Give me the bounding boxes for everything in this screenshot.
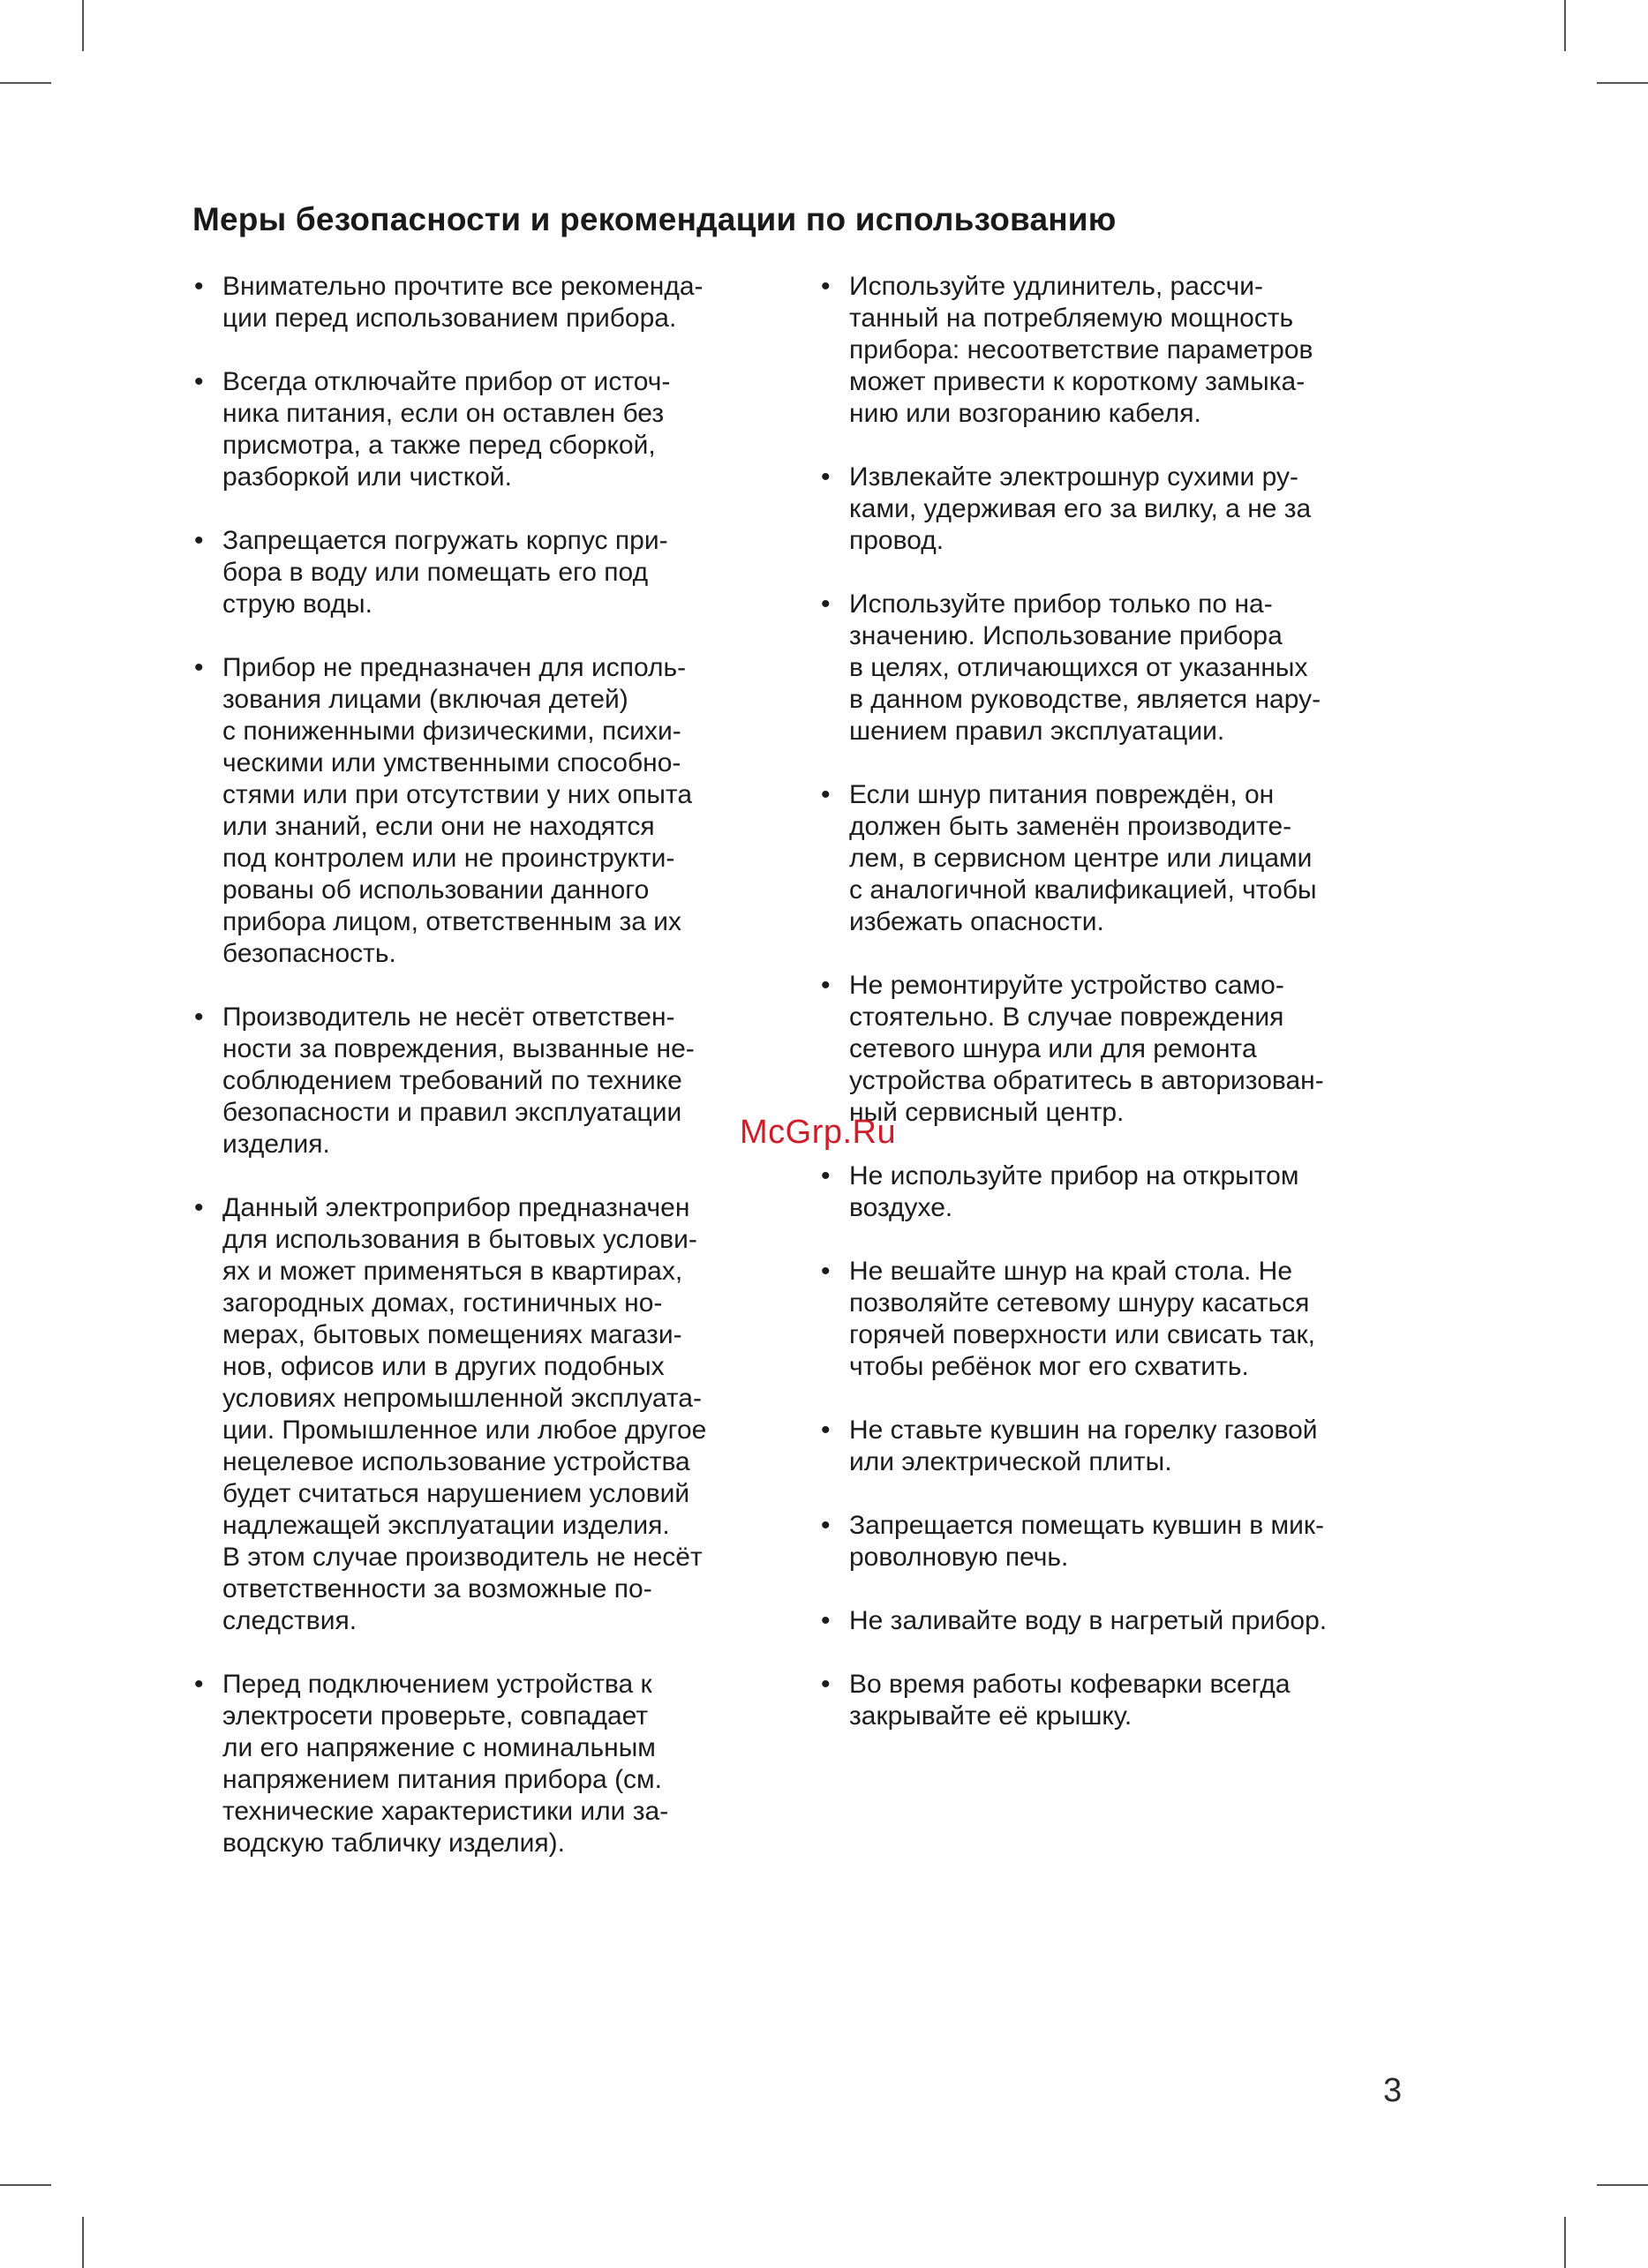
bullet-text-line: Производитель не несёт ответствен- bbox=[222, 1003, 675, 1032]
bullet-item bbox=[192, 366, 810, 493]
bullet-item bbox=[192, 271, 810, 334]
bullet-icon: • bbox=[821, 1670, 831, 1699]
bullet-text-line: ками, удерживая его за вилку, а не за bbox=[849, 494, 1312, 523]
bullet-text-line: Не вешайте шнур на край стола. Не bbox=[849, 1257, 1293, 1286]
left-column bbox=[192, 271, 810, 1891]
bullet-text-line: может привести к короткому замыка- bbox=[849, 367, 1306, 396]
bullet-text-line: лем, в сервисном центре или лицами bbox=[849, 844, 1313, 873]
bullet-text-line: прибора: несоответствие параметров bbox=[849, 335, 1313, 364]
bullet-text-line: надлежащей эксплуатации изделия. bbox=[222, 1511, 670, 1540]
bullet-text-line: провод. bbox=[849, 526, 944, 555]
bullet-text-line: или электрической плиты. bbox=[849, 1447, 1172, 1476]
right-column bbox=[819, 271, 1437, 1764]
bullet-text-line: для использования в бытовых услови- bbox=[222, 1225, 697, 1254]
bullet-text-line: под контролем или не проинструкти- bbox=[222, 844, 675, 873]
bullet-item bbox=[819, 1256, 1437, 1383]
bullet-text-line: следствия. bbox=[222, 1606, 357, 1635]
bullet-text-line: роволновую печь. bbox=[849, 1543, 1069, 1572]
crop-mark-top-right bbox=[1564, 0, 1566, 51]
bullet-text-line: электросети проверьте, совпадает bbox=[222, 1701, 649, 1731]
page-title: Меры безопасности и рекомендации по использованию bbox=[192, 201, 1117, 237]
bullet-text-line: ции. Промышленное или любое другое bbox=[222, 1416, 707, 1445]
bullet-item bbox=[819, 779, 1437, 938]
bullet-text-line: должен быть заменён производите- bbox=[849, 812, 1292, 841]
bullet-text-line: Не ставьте кувшин на горелку газовой bbox=[849, 1416, 1318, 1445]
bullet-text-line: избежать опасности. bbox=[849, 907, 1104, 936]
bullet-item bbox=[819, 462, 1437, 557]
bullet-text-line: будет считаться нарушением условий bbox=[222, 1479, 690, 1508]
bullet-text-line: бора в воду или помещать его под bbox=[222, 558, 649, 587]
bullet-text-line: значению. Использование прибора bbox=[849, 621, 1283, 650]
bullet-text-line: стями или при отсутствии у них опыта bbox=[222, 780, 693, 809]
bullet-text-line: условиях непромышленной эксплуата- bbox=[222, 1384, 702, 1413]
bullet-text-line: технические характеристики или за- bbox=[222, 1797, 669, 1826]
bullet-text-line: разборкой или чисткой. bbox=[222, 462, 512, 492]
bullet-icon: • bbox=[194, 526, 204, 555]
bullet-text-line: стоятельно. В случае повреждения bbox=[849, 1003, 1284, 1032]
bullet-text-line: в данном руководстве, является нару- bbox=[849, 685, 1321, 714]
bullet-icon: • bbox=[194, 653, 204, 682]
bullet-item bbox=[192, 1002, 810, 1160]
bullet-text-line: Не используйте прибор на открытом bbox=[849, 1161, 1299, 1190]
crop-mark-top-left bbox=[0, 82, 51, 84]
bullet-text-line: закрывайте её крышку. bbox=[849, 1701, 1133, 1731]
bullet-item bbox=[819, 970, 1437, 1129]
page-number: 3 bbox=[1383, 2072, 1403, 2109]
bullet-text-line: водскую табличку изделия). bbox=[222, 1829, 565, 1858]
bullet-text-line: с пониженными физическими, психи- bbox=[222, 717, 681, 746]
bullet-item bbox=[192, 1192, 810, 1637]
crop-mark-bottom-left bbox=[82, 2217, 84, 2268]
watermark: McGrp.Ru bbox=[740, 1114, 897, 1151]
bullet-text-line: безопасности и правил эксплуатации bbox=[222, 1098, 682, 1127]
bullet-text-line: или знаний, если они не находятся bbox=[222, 812, 655, 841]
bullet-icon: • bbox=[821, 780, 831, 809]
crop-mark-bottom-left bbox=[0, 2184, 51, 2186]
bullet-text-line: шением правил эксплуатации. bbox=[849, 717, 1225, 746]
bullet-text-line: танный на потребляемую мощность bbox=[849, 304, 1294, 333]
bullet-text-line: Во время работы кофеварки всегда bbox=[849, 1670, 1291, 1699]
bullet-icon: • bbox=[194, 367, 204, 396]
bullet-text-line: зования лицами (включая детей) bbox=[222, 685, 628, 714]
bullet-text-line: присмотра, а также перед сборкой, bbox=[222, 431, 656, 460]
bullet-text-line: Не заливайте воду в нагретый прибор. bbox=[849, 1606, 1328, 1635]
bullet-text-line: сетевого шнура или для ремонта bbox=[849, 1034, 1257, 1063]
bullet-text-line: Если шнур питания повреждён, он bbox=[849, 780, 1275, 809]
bullet-item bbox=[819, 1160, 1437, 1224]
bullet-icon: • bbox=[194, 272, 204, 301]
bullet-text-line: Не ремонтируйте устройство само- bbox=[849, 971, 1284, 1000]
bullet-item bbox=[192, 1669, 810, 1859]
bullet-icon: • bbox=[194, 1003, 204, 1032]
bullet-text-line: Перед подключением устройства к bbox=[222, 1670, 652, 1699]
bullet-text-line: ции перед использованием прибора. bbox=[222, 304, 677, 333]
bullet-item bbox=[819, 1415, 1437, 1478]
bullet-icon: • bbox=[821, 1511, 831, 1540]
crop-mark-bottom-right bbox=[1564, 2217, 1566, 2268]
crop-mark-top-right bbox=[1597, 82, 1648, 84]
bullet-text-line: Запрещается погружать корпус при- bbox=[222, 526, 668, 555]
bullet-text-line: чтобы ребёнок мог его схватить. bbox=[849, 1352, 1249, 1381]
bullet-text-line: Всегда отключайте прибор от источ- bbox=[222, 367, 671, 396]
crop-mark-top-left bbox=[82, 0, 84, 51]
bullet-text-line: ности за повреждения, вызванные не- bbox=[222, 1034, 695, 1063]
bullet-icon: • bbox=[821, 272, 831, 301]
bullet-text-line: загородных домах, гостиничных но- bbox=[222, 1288, 663, 1318]
bullet-icon: • bbox=[821, 1161, 831, 1190]
bullet-item bbox=[819, 1605, 1437, 1637]
bullet-text-line: изделия. bbox=[222, 1130, 330, 1159]
bullet-text-line: Используйте прибор только по на- bbox=[849, 590, 1273, 619]
bullet-text-line: устройства обратитесь в авторизован- bbox=[849, 1066, 1324, 1095]
bullet-text-line: Используйте удлинитель, рассчи- bbox=[849, 272, 1263, 301]
bullet-item bbox=[819, 1510, 1437, 1573]
bullet-text-line: Данный электроприбор предназначен bbox=[222, 1193, 690, 1222]
bullet-text-line: Внимательно прочтите все рекоменда- bbox=[222, 272, 704, 301]
bullet-text-line: позволяйте сетевому шнуру касаться bbox=[849, 1288, 1310, 1318]
bullet-icon: • bbox=[194, 1670, 204, 1699]
bullet-icon: • bbox=[194, 1193, 204, 1222]
bullet-icon: • bbox=[821, 1257, 831, 1286]
bullet-text-line: ях и может применяться в квартирах, bbox=[222, 1257, 683, 1286]
bullet-icon: • bbox=[821, 971, 831, 1000]
bullet-text-line: мерах, бытовых помещениях магази- bbox=[222, 1320, 682, 1349]
bullet-text-line: рованы об использовании данного bbox=[222, 875, 650, 905]
bullet-text-line: напряжением питания прибора (см. bbox=[222, 1765, 663, 1794]
bullet-item bbox=[192, 652, 810, 970]
bullet-item bbox=[819, 271, 1437, 430]
bullet-text-line: нов, офисов или в других подобных bbox=[222, 1352, 665, 1381]
bullet-text-line: ника питания, если он оставлен без bbox=[222, 399, 665, 428]
bullet-text-line: Прибор не предназначен для исполь- bbox=[222, 653, 687, 682]
bullet-text-line: в целях, отличающихся от указанных bbox=[849, 653, 1308, 682]
bullet-text-line: нецелевое использование устройства bbox=[222, 1447, 690, 1476]
bullet-text-line: струю воды. bbox=[222, 590, 372, 619]
bullet-text-line: прибора лицом, ответственным за их bbox=[222, 907, 682, 936]
bullet-text-line: нию или возгоранию кабеля. bbox=[849, 399, 1201, 428]
crop-mark-bottom-right bbox=[1597, 2184, 1648, 2186]
bullet-text-line: воздухе. bbox=[849, 1193, 953, 1222]
bullet-text-line: безопасность. bbox=[222, 939, 396, 968]
bullet-text-line: Извлекайте электрошнур сухими ру- bbox=[849, 462, 1298, 492]
bullet-icon: • bbox=[821, 462, 831, 492]
bullet-icon: • bbox=[821, 1416, 831, 1445]
bullet-text-line: ответственности за возможные по- bbox=[222, 1574, 652, 1603]
bullet-text-line: ческими или умственными способно- bbox=[222, 748, 681, 777]
bullet-text-line: соблюдением требований по технике bbox=[222, 1066, 682, 1095]
bullet-text-line: с аналогичной квалификацией, чтобы bbox=[849, 875, 1317, 905]
bullet-item bbox=[819, 589, 1437, 747]
bullet-item bbox=[819, 1669, 1437, 1732]
bullet-text-line: ли его напряжение с номинальным bbox=[222, 1733, 656, 1762]
bullet-text-line: ный сервисный центр. bbox=[849, 1098, 1125, 1127]
bullet-text-line: горячей поверхности или свисать так, bbox=[849, 1320, 1315, 1349]
bullet-icon: • bbox=[821, 590, 831, 619]
bullet-icon: • bbox=[821, 1606, 831, 1635]
bullet-text-line: Запрещается помещать кувшин в мик- bbox=[849, 1511, 1325, 1540]
bullet-item bbox=[192, 525, 810, 620]
bullet-text-line: В этом случае производитель не несёт bbox=[222, 1543, 703, 1572]
